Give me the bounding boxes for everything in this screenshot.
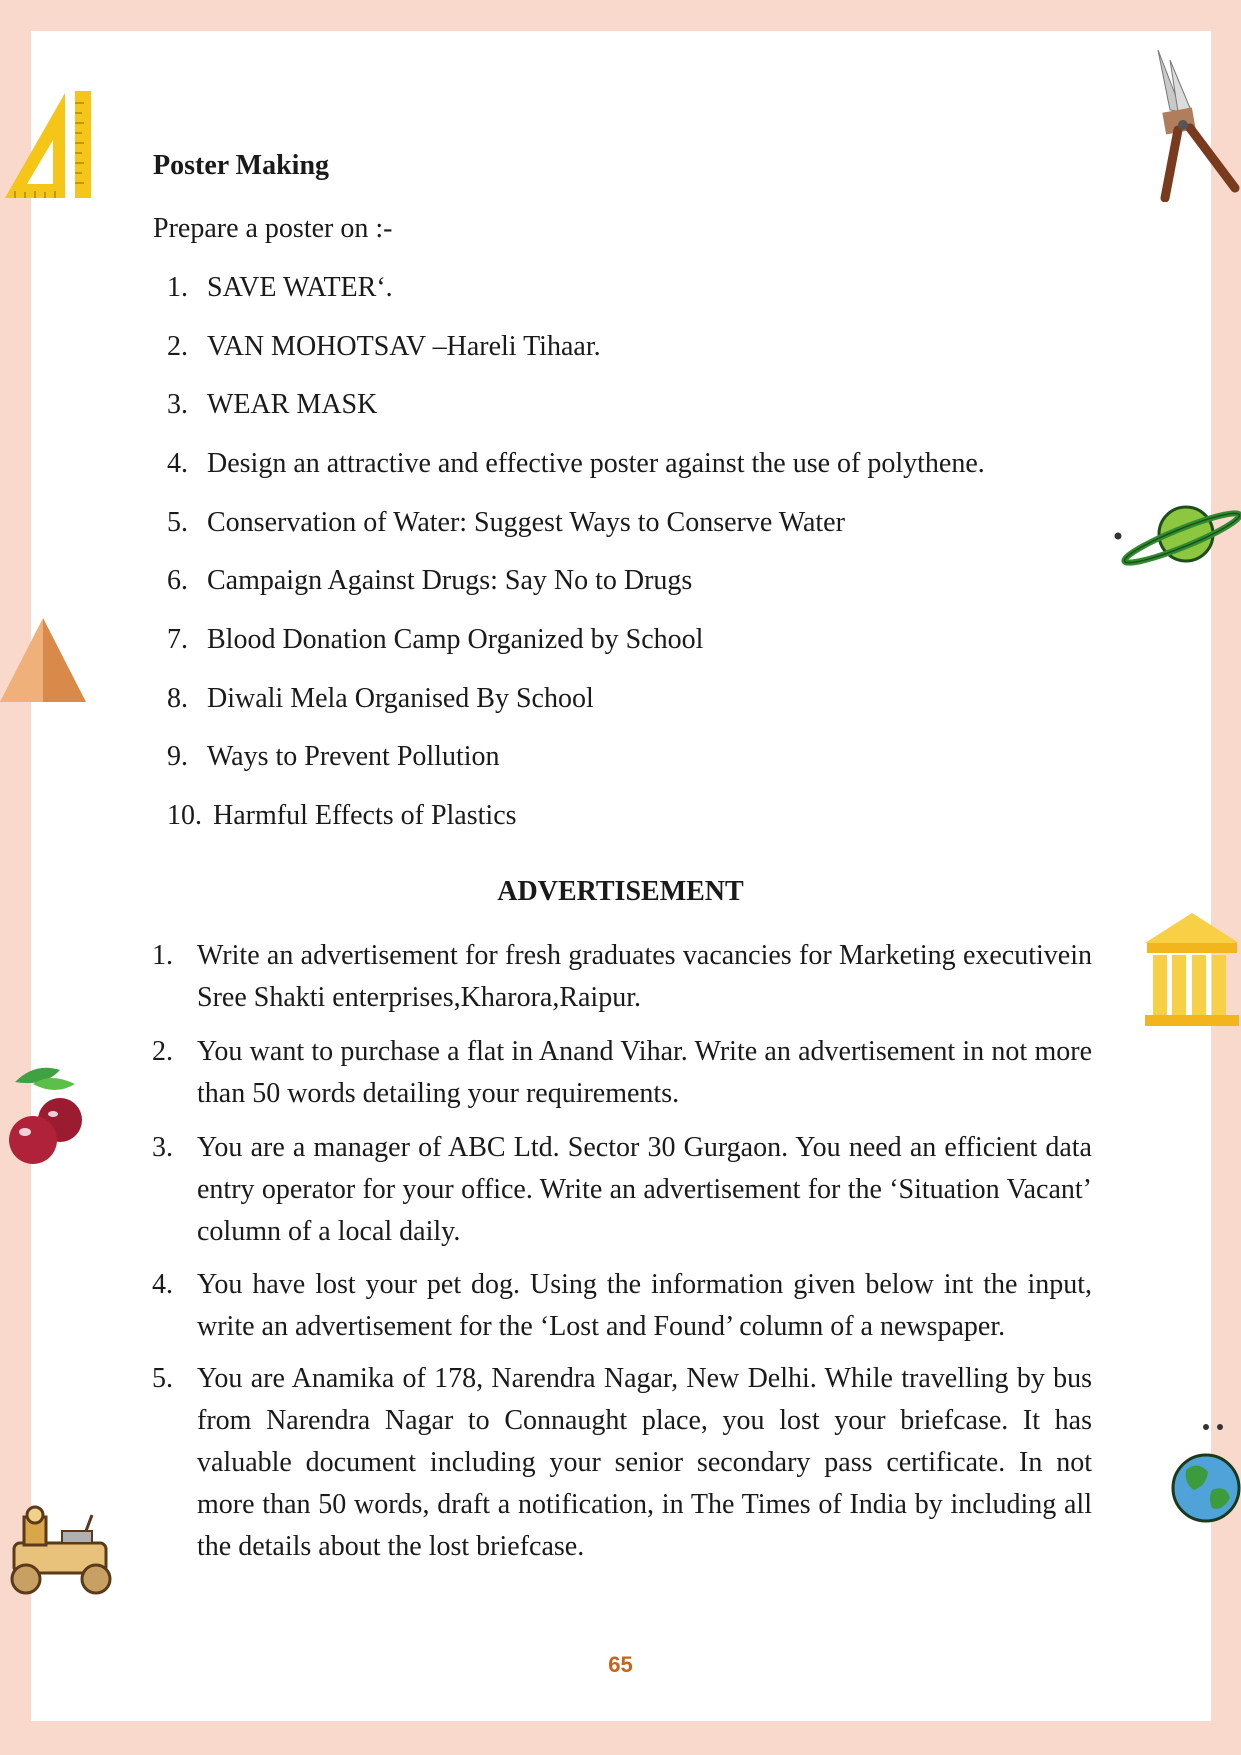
list-item: 4. Design an attractive and effective poster against the use of polythene. <box>167 448 985 479</box>
list-item: 3. WEAR MASK <box>167 389 378 420</box>
pillar-icon <box>1143 913 1241 1028</box>
list-item: 5. You are Anamika of 178, Narendra Nagar, New Delhi. While travelling by bus from Narendra Nagar to Connaught place, you lost your briefcase. It has valuable document including your senior secondary pass certificate. In not more than 50 words, draft a notification, in The Times of India by including all the details about the lost briefcase. <box>152 1363 1092 1562</box>
planet-icon <box>1110 498 1241 570</box>
list-item: 10. Harmful Effects of Plastics <box>167 800 517 831</box>
list-item: 7. Blood Donation Camp Organized by School <box>167 624 704 655</box>
list-item: 1. Write an advertisement for fresh graduates vacancies for Marketing executivein Sree Shakti enterprises,Kharora,Raipur. <box>152 940 1092 1013</box>
robot-vehicle-icon <box>0 1505 125 1600</box>
list-item: 2. VAN MOHOTSAV –Hareli Tihaar. <box>167 331 601 362</box>
globe-icon <box>1168 1420 1241 1525</box>
set-square-ruler-icon <box>5 88 100 203</box>
advertisement-heading: ADVERTISEMENT <box>497 876 744 907</box>
list-item: 3. You are a manager of ABC Ltd. Sector 30 Gurgaon. You need an efficient data entry operator for your office. Write an advertisement for the ‘Situation Vacant’ column of a local daily. <box>152 1132 1092 1247</box>
intro-text: Prepare a poster on :- <box>153 213 393 244</box>
list-item: 9. Ways to Prevent Pollution <box>167 741 500 772</box>
page-title: Poster Making <box>153 150 330 181</box>
list-item: 5. Conservation of Water: Suggest Ways to Conserve Water <box>167 507 845 538</box>
list-item: 4. You have lost your pet dog. Using the information given below int the input, write an advertisement for the ‘Lost and Found’ column of a newspaper. <box>152 1269 1092 1342</box>
list-item: 1. SAVE WATER‘. <box>167 272 393 303</box>
pyramid-icon <box>0 618 86 704</box>
list-item: 6. Campaign Against Drugs: Say No to Drugs <box>167 565 693 596</box>
cherry-icon <box>5 1062 87 1167</box>
list-item: 8. Diwali Mela Organised By School <box>167 683 594 714</box>
list-item: 2. You want to purchase a flat in Anand Vihar. Write an advertisement in not more than 50 words detailing your requirements. <box>152 1036 1092 1109</box>
page-number: 65 <box>608 1652 633 1677</box>
garden-shears-icon <box>1150 50 1241 202</box>
